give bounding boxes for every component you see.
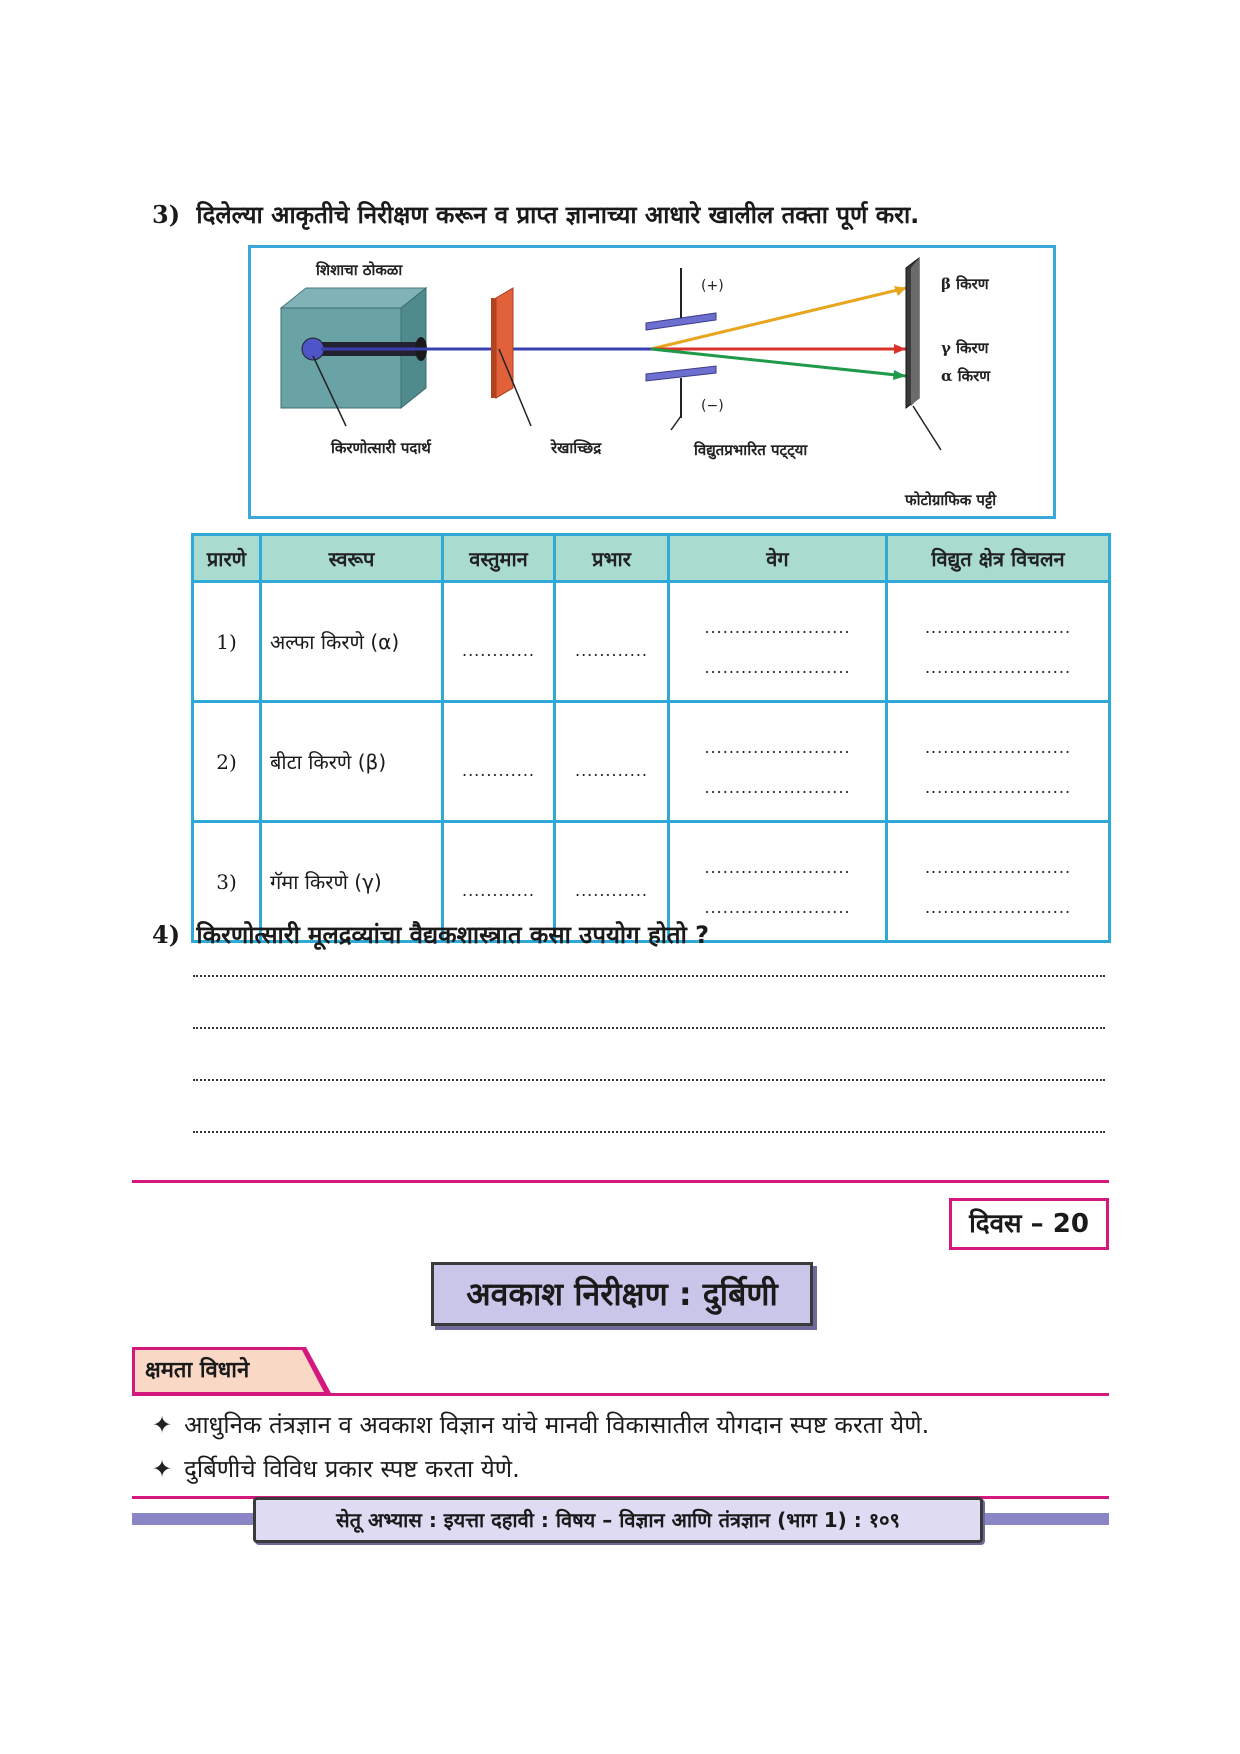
- row-number: 3): [193, 822, 261, 942]
- row-number: 1): [193, 582, 261, 702]
- footer-text: सेतू अभ्यास : इयत्ता दहावी : विषय – विज्ञान आणि तंत्रज्ञान (भाग 1) : १०९: [253, 1497, 983, 1543]
- table-row: [193, 582, 1110, 702]
- question-3-number: 3): [152, 200, 181, 229]
- velocity-blank[interactable]: ........................ ........................: [669, 582, 887, 702]
- label-alpha: α किरण: [941, 367, 991, 385]
- mass-blank[interactable]: ............: [443, 702, 555, 822]
- label-radioactive-source: किरणोत्सारी पदार्थ: [331, 439, 431, 457]
- header-deflection: विद्युत क्षेत्र विचलन: [887, 535, 1110, 582]
- mass-blank[interactable]: ............: [443, 582, 555, 702]
- label-gamma: γ किरण: [941, 339, 989, 357]
- table-row: [193, 702, 1110, 822]
- header-radiation: प्रारणे: [193, 535, 261, 582]
- label-lead-block: शिशाचा ठोकळा: [316, 261, 403, 279]
- capability-item: ✦ आधुनिक तंत्रज्ञान व अवकाश विज्ञान यांचे मानवी विकासातील योगदान स्पष्ट करता येणे.: [152, 1411, 930, 1439]
- radiation-table: [191, 533, 1108, 943]
- plus-sign: (+): [701, 278, 724, 294]
- day-label: दिवस – 20: [949, 1198, 1109, 1250]
- charge-blank[interactable]: ............: [555, 582, 669, 702]
- header-nature: स्वरूप: [261, 535, 443, 582]
- gamma-arrowhead: [894, 344, 906, 354]
- charge-blank[interactable]: ............: [555, 702, 669, 822]
- question-4: [152, 918, 709, 951]
- row-form: अल्फा किरणे (α): [261, 582, 443, 702]
- table-header-row: [193, 535, 1110, 582]
- question-4-number: 4): [152, 920, 181, 949]
- photographic-film: [906, 258, 919, 408]
- mass-blank[interactable]: ............: [443, 822, 555, 942]
- leader-plates: [671, 416, 681, 430]
- answer-line[interactable]: [193, 1027, 1105, 1029]
- velocity-blank[interactable]: ........................ ........................: [669, 822, 887, 942]
- capability-tab-arrow: [298, 1347, 332, 1395]
- question-3-text: दिलेल्या आकृतीचे निरीक्षण करून व प्राप्त ज्ञानाच्या आधारे खालील तक्ता पूर्ण करा.: [196, 201, 920, 229]
- deflection-blank[interactable]: ........................ ........................: [887, 582, 1110, 702]
- header-velocity: वेग: [669, 535, 887, 582]
- row-number: 2): [193, 702, 261, 822]
- question-4-text: किरणोत्सारी मूलद्रव्यांचा वैद्यकशास्त्रात कसा उपयोग होतो ?: [196, 921, 710, 949]
- deflection-blank[interactable]: ........................ ........................: [887, 822, 1110, 942]
- star-bullet-icon: ✦: [152, 1455, 173, 1483]
- slit-plate: [491, 288, 513, 398]
- label-slit: रेखाच्छिद्र: [551, 439, 602, 457]
- header-mass: वस्तुमान: [443, 535, 555, 582]
- radiation-diagram-svg: [251, 248, 1053, 516]
- radiation-diagram: [248, 245, 1056, 519]
- label-charged-plates: विद्युतप्रभारित पट्ट्या: [694, 441, 808, 459]
- star-bullet-icon: ✦: [152, 1411, 173, 1439]
- capability-tab: क्षमता विधाने: [132, 1347, 302, 1395]
- capability-item: ✦ दुर्बिणीचे विविध प्रकार स्पष्ट करता येणे.: [152, 1455, 520, 1483]
- answer-line[interactable]: [193, 1079, 1105, 1081]
- answer-line[interactable]: [193, 1131, 1105, 1133]
- row-form: बीटा किरणे (β): [261, 702, 443, 822]
- label-photographic-film: फोटोग्राफिक पट्टी: [905, 491, 997, 509]
- row-form: गॅमा किरणे (γ): [261, 822, 443, 942]
- chapter-title: अवकाश निरीक्षण : दुर्बिणी: [431, 1262, 813, 1326]
- answer-line[interactable]: [193, 975, 1105, 977]
- charge-blank[interactable]: ............: [555, 822, 669, 942]
- leader-film: [913, 406, 941, 450]
- question-3: [152, 198, 919, 231]
- deflection-blank[interactable]: ........................ ........................: [887, 702, 1110, 822]
- minus-sign: (−): [701, 398, 724, 414]
- header-charge: प्रभार: [555, 535, 669, 582]
- velocity-blank[interactable]: ........................ ........................: [669, 702, 887, 822]
- label-beta: β किरण: [941, 275, 989, 293]
- section-divider: [132, 1180, 1109, 1183]
